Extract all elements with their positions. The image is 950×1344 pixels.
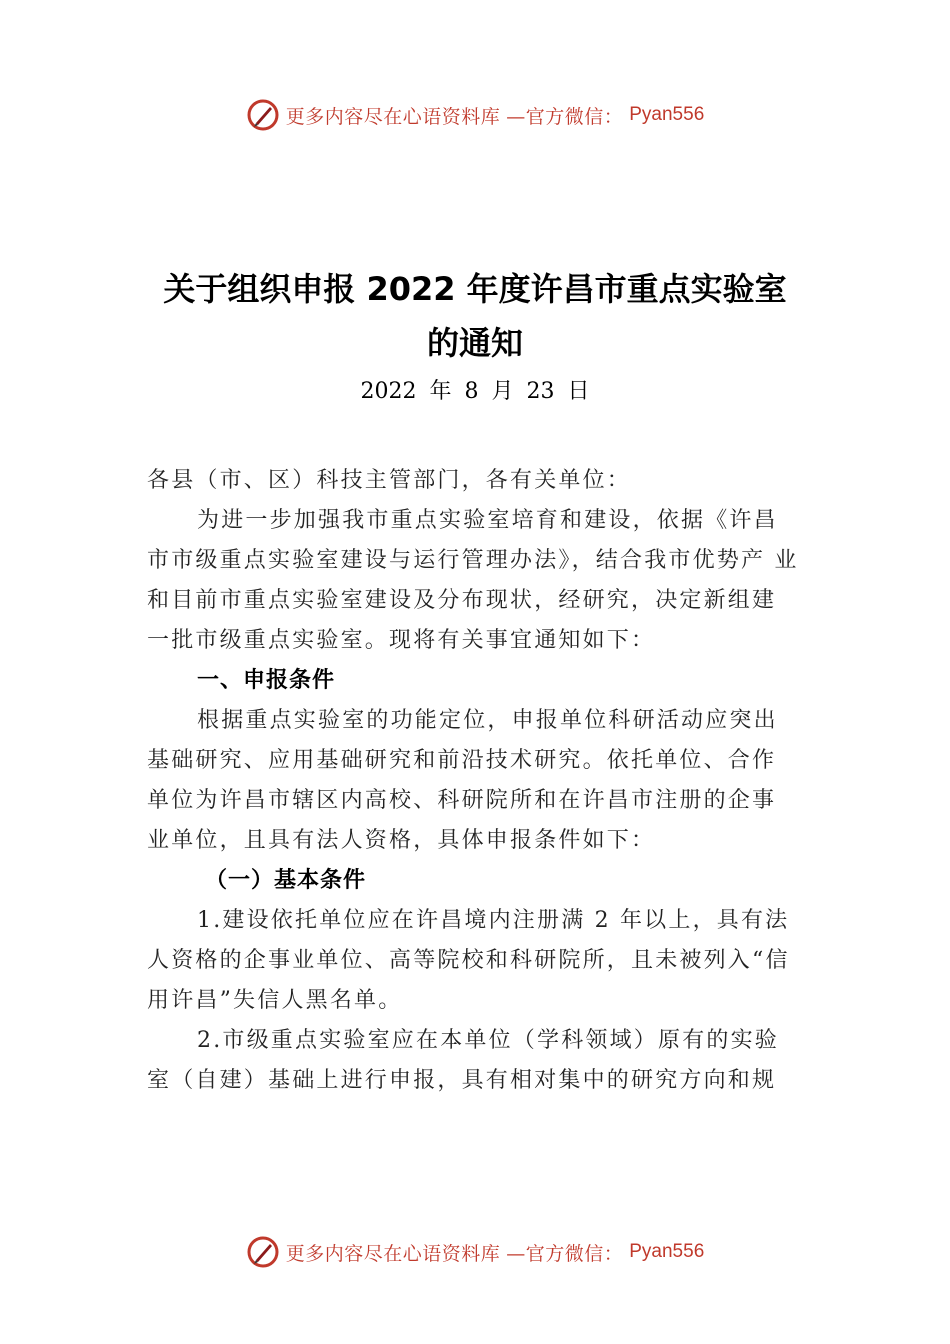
document-title-line2: 的通知 <box>426 324 523 362</box>
watermark-banner-top <box>0 95 950 135</box>
pen-logo-icon <box>246 1235 280 1269</box>
section-para-line: 根据重点实验室的功能定位，申报单位科研活动应突出 <box>197 708 778 733</box>
intro-line: 为进一步加强我市重点实验室培育和建设，依据《许昌 <box>197 508 778 533</box>
intro-line: 一批市级重点实验室。现将有关事宜通知如下： <box>147 628 656 653</box>
item-line: 2.市级重点实验室应在本单位（学科领域）原有的实验 <box>197 1028 779 1053</box>
subsection-heading: （一）基本条件 <box>205 868 367 893</box>
intro-line: 市市级重点实验室建设与运行管理办法》，结合我市优势产 业 <box>147 548 799 573</box>
watermark-banner-bottom <box>0 1232 950 1272</box>
item-line: 用许昌”失信人黑名单。 <box>147 988 403 1013</box>
watermark-text: 更多内容尽在心语资料库 <box>285 105 501 128</box>
document-title-line1: 关于组织申报 2022 年度许昌市重点实验室 <box>163 270 787 308</box>
watermark-id: Pyan556 <box>629 104 705 125</box>
document-body <box>147 461 807 1101</box>
item-line: 人资格的企事业单位、高等院校和科研院所，且未被列入“信 <box>147 948 790 973</box>
watermark-text: 更多内容尽在心语资料库 <box>285 1242 501 1265</box>
intro-line: 和目前市重点实验室建设及分布现状，经研究，决定新组建 <box>147 588 777 613</box>
document-date: 2022 年 8 月 23 日 <box>360 379 590 404</box>
salutation: 各县（市、区）科技主管部门，各有关单位： <box>147 468 632 493</box>
section-para-line: 基础研究、应用基础研究和前沿技术研究。依托单位、合作 <box>147 748 777 773</box>
section-para-line: 单位为许昌市辖区内高校、科研院所和在许昌市注册的企事 <box>147 788 777 813</box>
watermark-id: Pyan556 <box>629 1241 705 1262</box>
section-para-line: 业单位，且具有法人资格，具体申报条件如下： <box>147 828 656 853</box>
item-line: 1.建设依托单位应在许昌境内注册满 2 年以上，具有法 <box>197 908 790 933</box>
section-heading: 一、申报条件 <box>197 668 336 693</box>
pen-logo-icon <box>246 98 280 132</box>
watermark-separator: —官方微信： <box>506 105 624 128</box>
watermark-separator: —官方微信： <box>506 1242 624 1265</box>
item-line: 室（自建）基础上进行申报，具有相对集中的研究方向和规 <box>147 1068 777 1093</box>
